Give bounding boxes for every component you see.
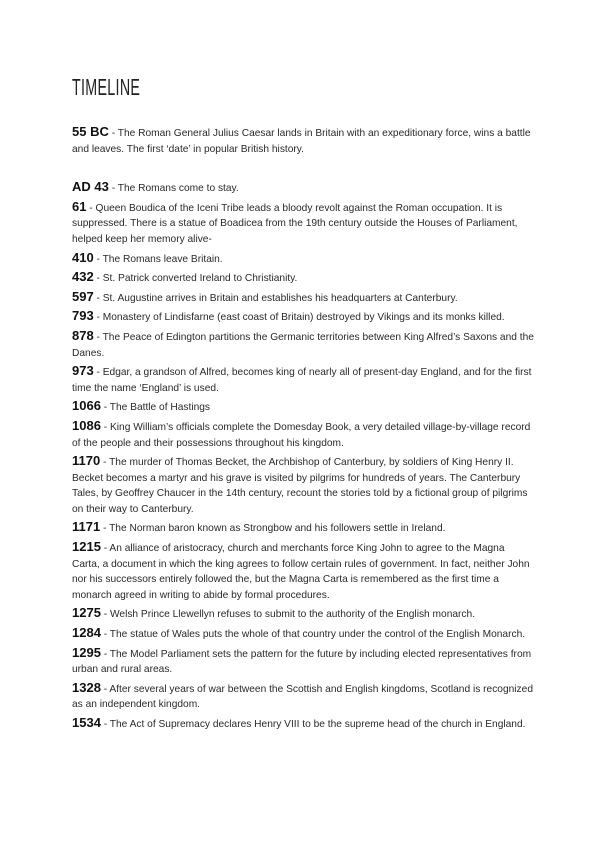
timeline-entry [72,289,534,307]
entry-text: - The Peace of Edington partitions the Germanic territories between King Alfred’s Saxons and the Danes. [72,331,534,359]
entry-date: 1275 [72,605,101,621]
entry-date: 1328 [72,679,101,695]
entry-text: - The Model Parliament sets the pattern for the future by including elected representatives from urban and rural areas. [72,648,532,676]
timeline-entry [72,328,534,361]
entry-date: 1066 [72,398,101,414]
entry-date: 1295 [72,644,101,660]
page-title: TIMELINE [72,74,141,100]
entry-date: 1215 [72,539,101,555]
entry-text: - The statue of Wales puts the whole of that country under the control of the English Monarch. [100,629,526,641]
entry-date: 1171 [72,519,101,535]
timeline-entry [72,453,534,517]
entry-date: 973 [72,363,94,379]
entry-text: - Welsh Prince Llewellyn refuses to submit to the authority of the English monarch. [100,609,476,621]
entry-date: 597 [72,288,94,304]
entry-text: - The Romans leave Britain. [93,253,223,265]
entry-text: - After several years of war between the Scottish and English kingdoms, Scotland is recognized as an independent kingdom. [72,683,533,711]
timeline-entry [72,124,534,157]
timeline-entry [72,363,534,396]
entry-date: 410 [72,249,94,265]
entry-date: 61 [72,198,87,214]
timeline-entry [72,645,534,678]
entry-date: 1284 [72,625,101,641]
timeline-entry [72,250,534,268]
entry-text: - The Battle of Hastings [100,402,211,414]
entry-text: - An alliance of aristocracy, church and merchants force King John to agree to the Magna Carta, a document in which the king agrees to follow certain rules of government. In fact, neither John nor his successors entirely followed the, but the Magna Carta is remembered as the first time a monarch agreed in writing to abide by formal procedures. [72,543,530,601]
timeline-entry [72,398,534,416]
timeline-list [72,124,534,735]
entry-text: - Queen Boudica of the Iceni Tribe leads a bloody revolt against the Roman occupation. It is suppressed. There is a statue of Boadicea from the 19th century outside the Houses of Parliament, helped keep her memory alive- [72,202,518,245]
entry-date: 878 [72,327,94,343]
timeline-entry [72,269,534,287]
entry-text: - King William’s officials complete the Domesday Book, a very detailed village-by-village record of the people and their possessions throughout his kingdom. [72,421,531,449]
entry-text: - The Romans come to stay. [108,183,239,195]
entry-text: - Monastery of Lindisfarne (east coast of Britain) destroyed by Vikings and its monks killed. [93,312,505,324]
timeline-entry [72,539,534,603]
timeline-entry [72,625,534,643]
entry-text: - The Act of Supremacy declares Henry VIII to be the supreme head of the church in England. [100,719,526,730]
entry-date: 55 BC [72,124,109,139]
timeline-entry [72,199,534,248]
entry-date: 1170 [72,453,101,469]
timeline-entry [72,519,534,537]
entry-text: - The Roman General Julius Caesar lands in Britain with an expeditionary force, wins a battle and leaves. The first ‘date’ in popular British history. [72,128,531,155]
timeline-entry [72,680,534,713]
timeline-entry [72,605,534,623]
entry-text: - Edgar, a grandson of Alfred, becomes king of nearly all of present-day England, and for the first time the name ‘England’ is used. [72,367,532,394]
timeline-entry [72,418,534,451]
entry-date: 432 [72,269,94,285]
entry-date: 793 [72,308,94,324]
timeline-entry [72,715,534,733]
timeline-entry [72,308,534,326]
entry-text: - The Norman baron known as Strongbow and his followers settle in Ireland. [100,523,446,535]
entry-text: - St. Augustine arrives in Britain and establishes his headquarters at Canterbury. [93,292,458,304]
entry-text: - The murder of Thomas Becket, the Archbishop of Canterbury, by soldiers of King Henry II. Becket becomes a martyr and his grave is visited by pilgrims for hundreds of years. The Canterbury Tales, by Geoffrey Chaucer in the 14th century, recount the stories told by a fictional group of pilgrims on their way to Canterbury. [72,457,528,515]
timeline-entry [72,179,534,197]
entry-date: AD 43 [72,179,109,195]
entry-date: 1086 [72,417,101,433]
entry-date: 1534 [72,715,101,730]
entry-text: - St. Patrick converted Ireland to Christianity. [93,273,298,285]
